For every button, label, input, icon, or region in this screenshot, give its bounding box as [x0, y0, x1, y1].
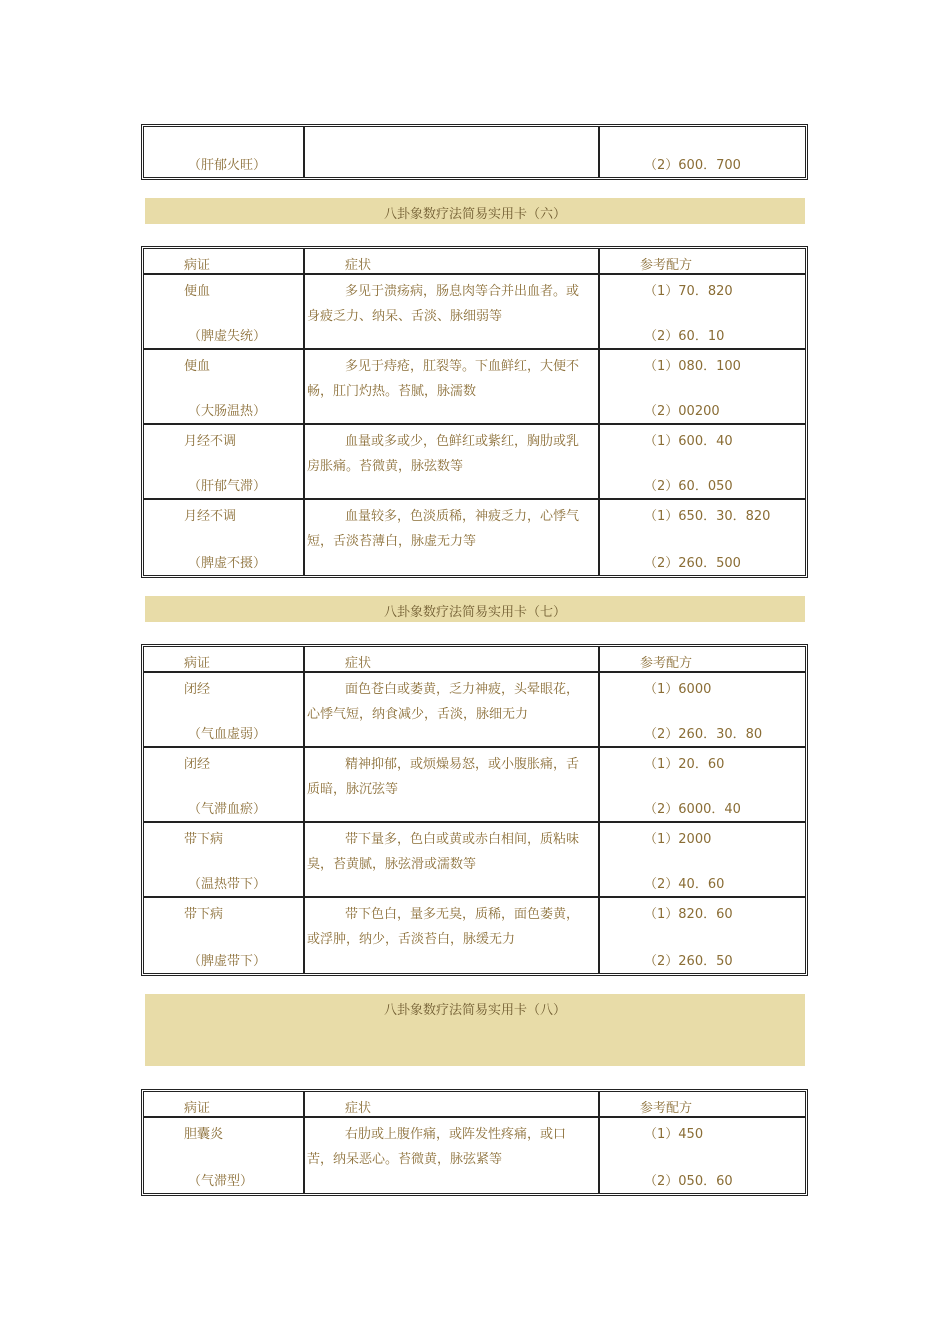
header-symptom: 症状	[345, 1101, 372, 1116]
table-fragment	[141, 124, 808, 180]
row-subtype: （脾虚不摄）	[188, 556, 267, 571]
row-formula-1: （1）2000	[644, 832, 712, 847]
row-formula-2: （2）050．60	[644, 1174, 733, 1189]
card-title: 八卦象数疗法简易实用卡（六）	[383, 207, 566, 222]
row-formula-1: （1）650．30．820	[644, 509, 771, 524]
row-symptom: 多见于痔疮，肛裂等。下血鲜红，大便不畅，肛门灼热。苔腻，脉濡数	[307, 359, 580, 399]
header-formula: 参考配方	[640, 258, 693, 273]
row-formula-1: （1）450	[644, 1127, 704, 1142]
row-symptom: 带下色白，量多无臭，质稀，面色萎黄，或浮肿，纳少，舌淡苔白，脉缓无力	[307, 907, 580, 947]
table-header	[144, 1092, 805, 1118]
row-formula-1: （1）6000	[644, 682, 712, 697]
card-title: 八卦象数疗法简易实用卡（七）	[383, 605, 566, 620]
header-disease: 病证	[184, 258, 211, 273]
table-row	[144, 127, 805, 177]
row-subtype: （气滞型）	[188, 1174, 254, 1189]
row-formula-1: （1）600．40	[644, 434, 733, 449]
card-table	[141, 246, 808, 578]
row-symptom: 多见于溃疡病，肠息肉等合并出血者。或身疲乏力、纳呆、舌淡、脉细弱等	[307, 284, 580, 324]
row-name: 胆囊炎	[184, 1127, 224, 1142]
row-name: 月经不调	[184, 509, 237, 524]
table-row	[144, 748, 805, 823]
card-title: 八卦象数疗法简易实用卡（八）	[383, 1003, 566, 1018]
row-name: 带下病	[184, 832, 224, 847]
header-symptom: 症状	[345, 258, 372, 273]
row-subtype: （气滞血瘀）	[188, 802, 267, 817]
row-formula-2: （2）00200	[644, 404, 720, 419]
row-formula-1: （1）820．60	[644, 907, 733, 922]
table-header	[144, 249, 805, 275]
card-table	[141, 644, 808, 976]
table-row	[144, 1118, 805, 1193]
row-subtype: （温热带下）	[188, 877, 267, 892]
card-title-banner	[145, 994, 805, 1066]
row-name: 闭经	[184, 757, 211, 772]
card-title-banner	[145, 596, 805, 622]
table-row	[144, 500, 805, 575]
row-symptom: 精神抑郁，或烦燥易怒，或小腹胀痛，舌质暗，脉沉弦等	[307, 757, 580, 797]
row-name: 带下病	[184, 907, 224, 922]
row-symptom: 面色苍白或萎黄，乏力神疲，头晕眼花，心悸气短，纳食减少，舌淡，脉细无力	[307, 682, 580, 722]
row-formula-2: （2）260．30．80	[644, 727, 763, 742]
table-row	[144, 350, 805, 425]
row-formula-2: （2）260．500	[644, 556, 741, 571]
header-formula: 参考配方	[640, 656, 693, 671]
header-disease: 病证	[184, 1101, 211, 1116]
table-row	[144, 425, 805, 500]
row-formula-2: （2）6000．40	[644, 802, 741, 817]
row-name: 闭经	[184, 682, 211, 697]
row-formula-2: （2）60．10	[644, 329, 725, 344]
table-header	[144, 647, 805, 673]
row-formula-2: （2）60．050	[644, 479, 733, 494]
row-subtype: （肝郁火旺）	[188, 158, 267, 173]
table-row	[144, 823, 805, 898]
row-formula-2: （2）40．60	[644, 877, 725, 892]
row-name: 月经不调	[184, 434, 237, 449]
row-symptom: 血量或多或少，色鲜红或紫红，胸肋或乳房胀痛。苔微黄，脉弦数等	[307, 434, 580, 474]
row-name: 便血	[184, 284, 211, 299]
header-formula: 参考配方	[640, 1101, 693, 1116]
row-subtype: （脾虚失统）	[188, 329, 267, 344]
row-symptom: 血量较多，色淡质稀，神疲乏力，心悸气短，舌淡苔薄白，脉虚无力等	[307, 509, 580, 549]
table-row	[144, 275, 805, 350]
card-title-banner	[145, 198, 805, 224]
row-symptom: 带下量多，色白或黄或赤白相间，质粘味臭，苔黄腻，脉弦滑或濡数等	[307, 832, 580, 872]
row-name: 便血	[184, 359, 211, 374]
row-symptom: 右肋或上腹作痛，或阵发性疼痛，或口苦，纳呆恶心。苔微黄，脉弦紧等	[307, 1127, 567, 1167]
row-formula-1: （1）080．100	[644, 359, 741, 374]
header-symptom: 症状	[345, 656, 372, 671]
row-subtype: （气血虚弱）	[188, 727, 267, 742]
row-formula-2: （2）260．50	[644, 954, 733, 969]
table-row	[144, 673, 805, 748]
row-subtype: （肝郁气滞）	[188, 479, 267, 494]
header-disease: 病证	[184, 656, 211, 671]
row-formula-1: （1）20．60	[644, 757, 725, 772]
row-subtype: （大肠温热）	[188, 404, 267, 419]
row-subtype: （脾虚带下）	[188, 954, 267, 969]
table-row	[144, 898, 805, 973]
row-formula-2: （2）600．700	[644, 158, 741, 173]
card-table	[141, 1089, 808, 1196]
row-formula-1: （1）70．820	[644, 284, 733, 299]
